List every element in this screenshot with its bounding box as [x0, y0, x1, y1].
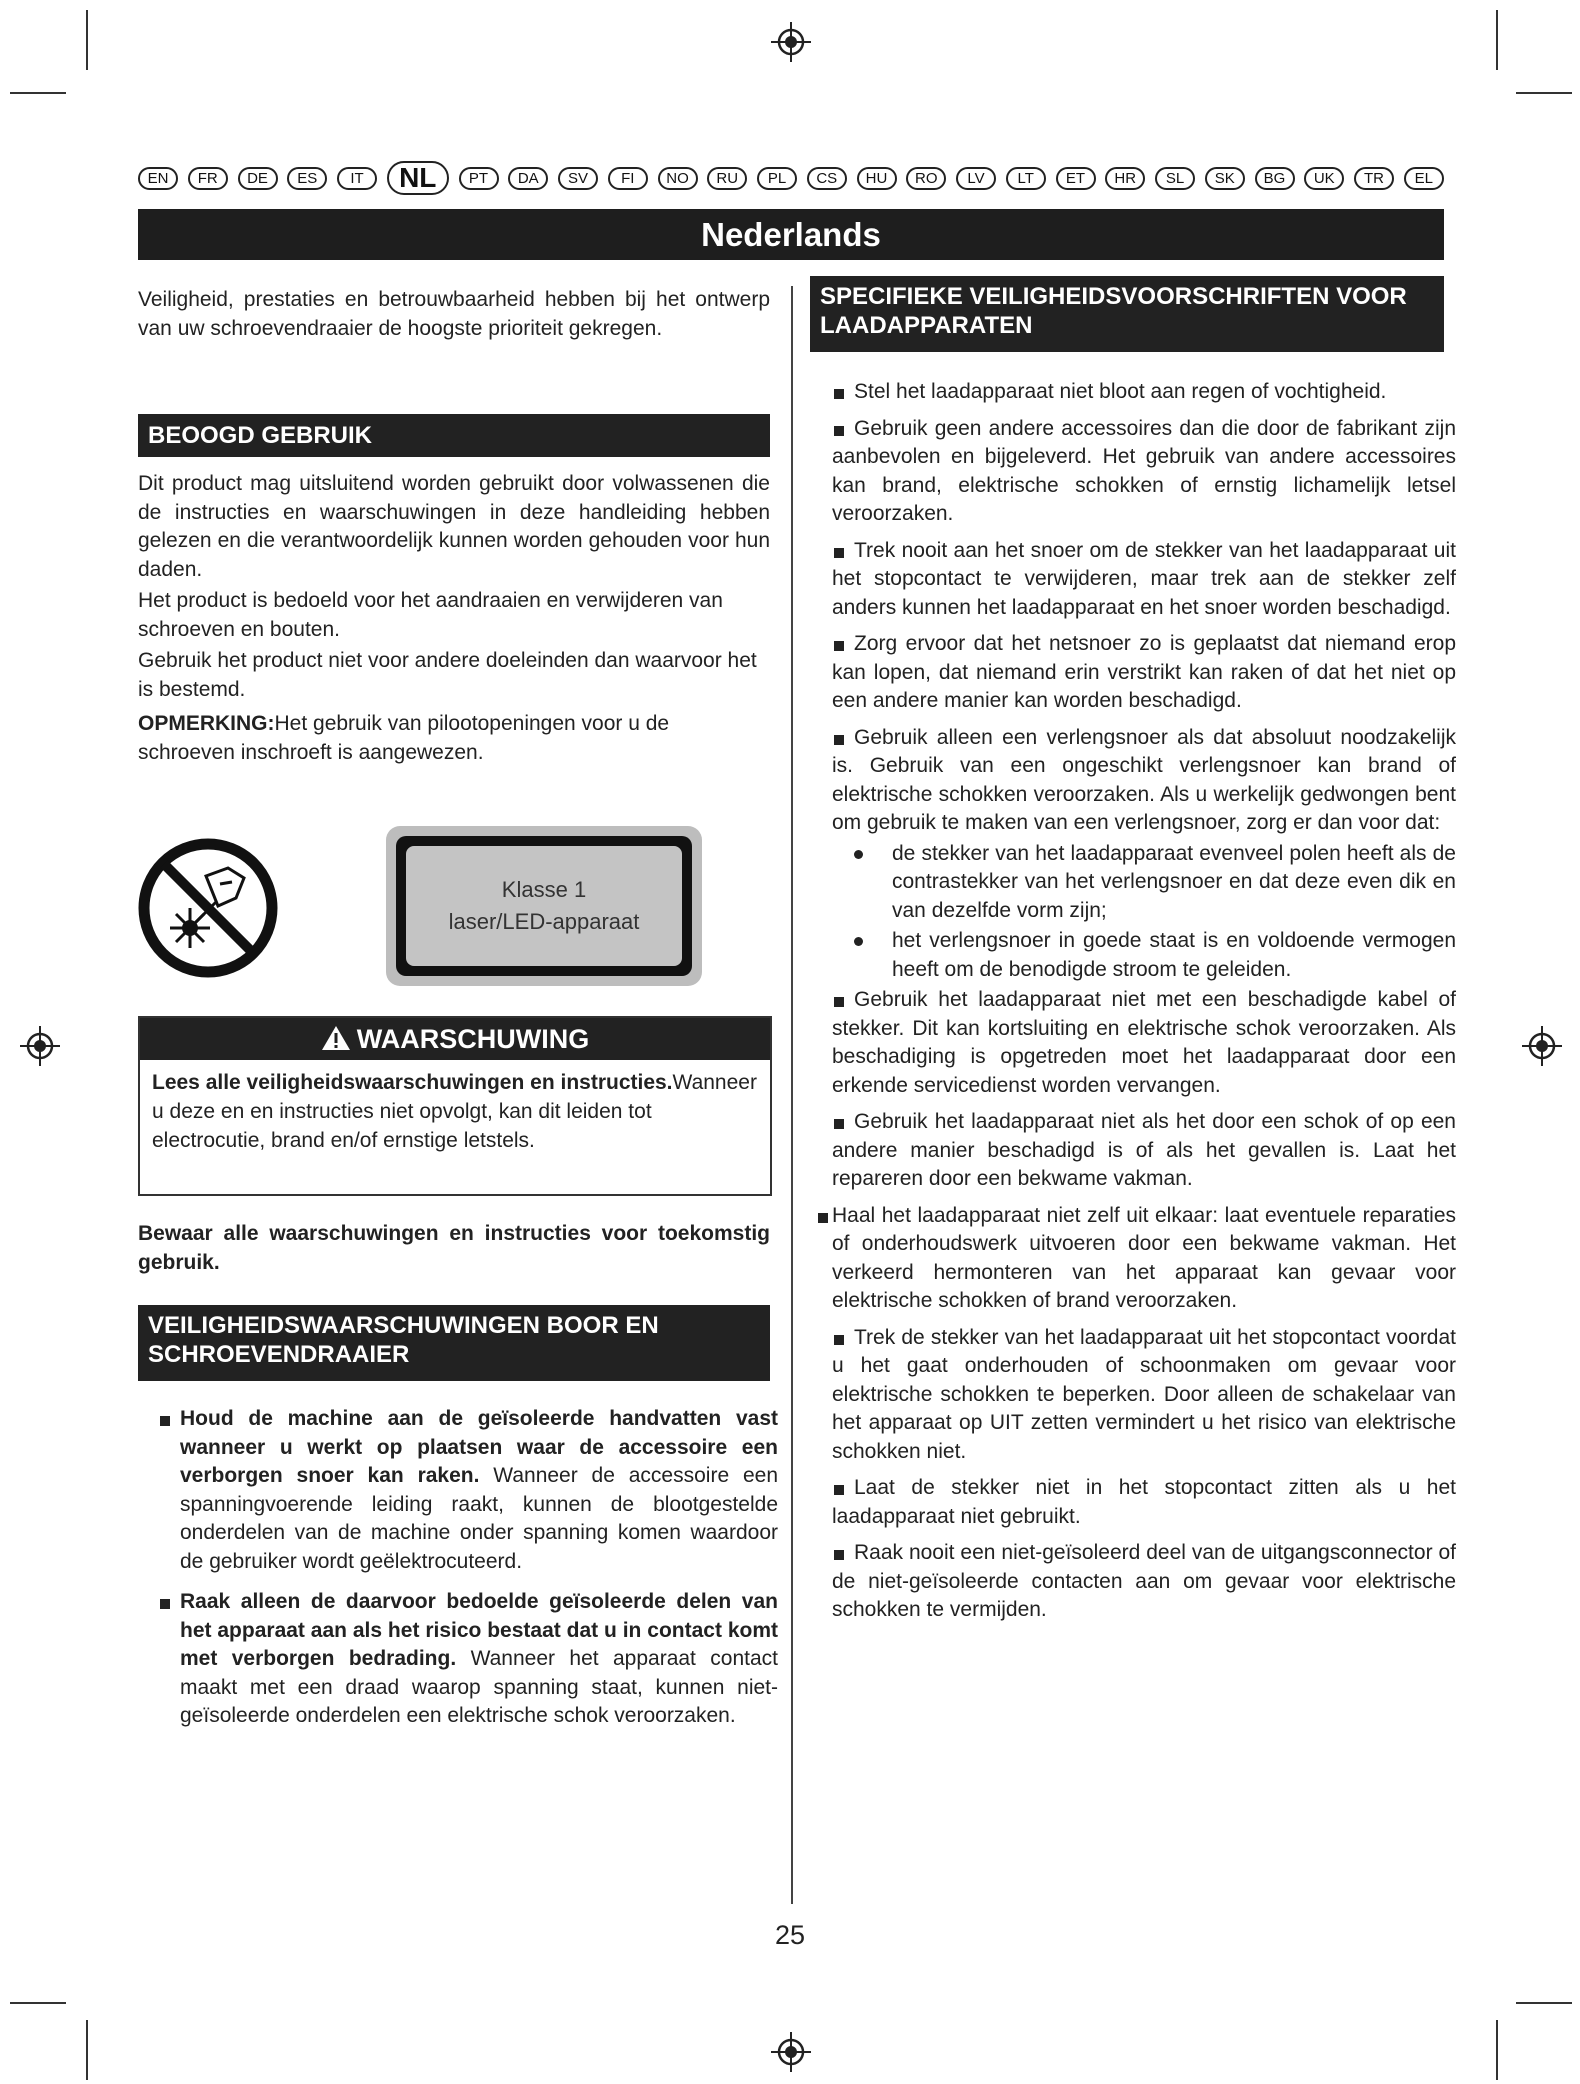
sub-list-item	[852, 840, 1456, 926]
sub-list-item	[852, 927, 1456, 984]
bullet-square-icon	[818, 1213, 828, 1223]
list-item	[832, 537, 1456, 623]
drill-item-text: Wanneer de accessoire een spanningvoerende leiding raakt, kunnen de blootgestelde onderdelen van de machine onder spanning komen waardoor de gebruiker wordt geëlektrocuteerd.	[180, 1464, 778, 1573]
sub-item-text: het verlengsnoer in goede staat is en voldoende vermogen heeft om de benodigde stroom te geleiden.	[892, 929, 1456, 981]
registration-mark-icon	[1520, 1024, 1564, 1068]
intended-use-p1: Dit product mag uitsluitend worden gebruikt door volwassenen die de instructies en waarschuwingen in deze handleiding hebben gelezen en die verantwoordelijk kunnen worden gehouden voor hun daden.	[138, 472, 770, 581]
language-tab-lt: LT	[1006, 167, 1046, 190]
laser-class-label	[386, 826, 702, 986]
language-tab-lv: LV	[956, 167, 996, 190]
intended-use-body	[138, 470, 770, 767]
list-item	[832, 630, 1456, 716]
intended-use-note	[138, 710, 770, 767]
crop-mark	[86, 10, 88, 70]
page-title: Nederlands	[138, 209, 1444, 260]
registration-mark-icon	[18, 1024, 62, 1068]
charger-item-text: Gebruik alleen een verlengsnoer als dat absoluut noodzakelijk is. Gebruik van een ongeschikt verlengsnoer kan brand of elektrische schokken veroorzaken. Als u werkelijk gedwongen bent om gebruik te maken van een verlengsnoer, zorg er dan voor dat:	[832, 725, 1456, 834]
language-tab-sv: SV	[558, 167, 598, 190]
note-label: OPMERKING:	[138, 712, 275, 735]
language-tab-pt: PT	[459, 167, 499, 190]
list-item	[158, 1588, 778, 1731]
crop-mark	[1516, 92, 1572, 94]
list-item	[832, 378, 1456, 407]
list-item	[832, 1474, 1456, 1531]
crop-mark	[1496, 10, 1498, 70]
intended-use-p3: Gebruik het product niet voor andere doeleinden dan waarvoor het is bestemd.	[138, 649, 757, 701]
bullet-dot-icon	[854, 937, 863, 946]
language-tab-nl: NL	[387, 161, 449, 195]
page-number: 25	[774, 1920, 806, 1950]
charger-item-text: Zorg ervoor dat het netsnoer zo is geplaatst dat niemand erop kan lopen, dat niemand erin verstrikt kan raken of dat het niet op een andere manier kan worden beschadigd.	[832, 632, 1456, 712]
bullet-square-icon	[834, 1119, 844, 1129]
list-item	[832, 1108, 1456, 1194]
charger-item-text: Gebruik het laadapparaat niet als het door een schok of op een andere manier beschadigd is of als het gevallen is. Laat het repareren door een bekwame vakman.	[832, 1110, 1456, 1190]
keep-instructions: Bewaar alle waarschuwingen en instructies voor toekomstig gebruik.	[138, 1222, 770, 1274]
laser-label-line2: laser/LED-apparaat	[448, 909, 640, 934]
laser-label-line1: Klasse 1	[501, 877, 587, 902]
do-not-stare-laser-icon	[136, 836, 280, 980]
crop-mark	[1496, 2020, 1498, 2080]
bullet-square-icon	[834, 389, 844, 399]
language-tab-en: EN	[138, 167, 178, 190]
charger-item-text: Laat de stekker niet in het stopcontact zitten als u het laadapparaat niet gebruikt.	[832, 1476, 1456, 1528]
list-item	[832, 1539, 1456, 1625]
language-tab-hu: HU	[857, 167, 897, 190]
language-tab-it: IT	[337, 167, 377, 190]
warning-box	[138, 1016, 772, 1196]
list-item	[832, 1324, 1456, 1467]
language-tab-de: DE	[238, 167, 278, 190]
list-item	[832, 1202, 1456, 1316]
language-tab-uk: UK	[1304, 167, 1344, 190]
language-tab-ru: RU	[707, 167, 747, 190]
laser-label-face	[406, 846, 682, 966]
language-tab-tr: TR	[1354, 167, 1394, 190]
bullet-square-icon	[834, 997, 844, 1007]
bullet-square-icon	[834, 735, 844, 745]
language-tab-hr: HR	[1105, 167, 1145, 190]
crop-mark	[1516, 2002, 1572, 2004]
bullet-square-icon	[834, 641, 844, 651]
drill-item-bold: Raak alleen de daarvoor bedoelde geïsoleerde delen van het apparaat aan als het risico bestaat dat u in contact komt met verborgen bedrading.	[180, 1590, 778, 1670]
warning-bold-text: Lees alle veiligheidswaarschuwingen en instructies.	[152, 1071, 673, 1094]
language-tab-pl: PL	[757, 167, 797, 190]
warning-text	[140, 1060, 770, 1163]
column-divider	[791, 286, 793, 1904]
language-tab-et: ET	[1056, 167, 1096, 190]
language-tab-es: ES	[287, 167, 327, 190]
warning-heading	[140, 1018, 770, 1060]
warning-body-text: Wanneer u deze en en instructies niet opvolgt, kan dit leiden tot electrocutie, brand en/of ernstige letstels.	[152, 1071, 757, 1152]
drill-item-text: Wanneer het apparaat contact maakt met een draad waarop spanning staat, kunnen niet-geïsoleerde onderdelen een elektrische schok veroorzaken.	[180, 1647, 778, 1727]
language-tab-no: NO	[658, 167, 698, 190]
registration-mark-icon	[769, 2030, 813, 2074]
crop-mark	[10, 92, 66, 94]
bullet-square-icon	[834, 1335, 844, 1345]
intro-paragraph: Veiligheid, prestaties en betrouwbaarheid hebben bij het ontwerp van uw schroevendraaier de hoogste prioriteit gekregen.	[138, 288, 770, 340]
crop-mark	[10, 2002, 66, 2004]
sub-item-text: de stekker van het laadapparaat evenveel polen heeft als de contrastekker van het verlengsnoer en dat deze even dik en van dezelfde vorm zijn;	[892, 841, 1456, 922]
drill-section-heading: VEILIGHEIDSWAARSCHUWINGEN BOOR EN SCHROEVENDRAAIER	[138, 1305, 770, 1381]
list-item	[832, 415, 1456, 529]
bullet-square-icon	[834, 426, 844, 436]
bullet-square-icon	[834, 548, 844, 558]
language-tab-da: DA	[508, 167, 548, 190]
language-tab-sl: SL	[1155, 167, 1195, 190]
language-tab-fr: FR	[188, 167, 228, 190]
language-tabs	[138, 160, 1444, 196]
list-item	[158, 1405, 778, 1576]
bullet-square-icon	[160, 1599, 170, 1609]
drill-warning-list	[158, 1405, 778, 1739]
language-tab-ro: RO	[906, 167, 946, 190]
charger-item-text: Trek de stekker van het laadapparaat uit het stopcontact voordat u het gaat onderhouden of schoonmaken om gevaar voor elektrische schokken te beperken. Door alleen de schakelaar van het apparaat op UIT zetten vermindert u het risico van elektrische schokken niet.	[832, 1325, 1456, 1463]
crop-mark	[86, 2020, 88, 2080]
language-tab-bg: BG	[1255, 167, 1295, 190]
intended-use-heading: BEOOGD GEBRUIK	[138, 414, 770, 457]
warning-triangle-icon	[321, 1025, 351, 1051]
list-item	[832, 724, 1456, 985]
charger-item-text: Stel het laadapparaat niet bloot aan regen of vochtigheid.	[854, 380, 1387, 403]
language-tab-fi: FI	[608, 167, 648, 190]
bullet-square-icon	[160, 1416, 170, 1426]
warning-heading-text: WAARSCHUWING	[356, 1024, 590, 1054]
list-item	[832, 986, 1456, 1100]
bullet-square-icon	[834, 1550, 844, 1560]
charger-item-text: Haal het laadapparaat niet zelf uit elkaar: laat eventuele reparaties of onderhoudswerk uitvoeren door een bekwame vakman. Het verkeerd hermonteren van het apparaat kan gevaar voor elektrische schokken of brand veroorzaken.	[832, 1203, 1456, 1312]
language-tab-cs: CS	[807, 167, 847, 190]
bullet-square-icon	[834, 1485, 844, 1495]
extension-cord-sublist	[852, 840, 1456, 985]
bullet-dot-icon	[854, 850, 863, 859]
charger-warning-list	[832, 378, 1456, 1633]
charger-section-heading: SPECIFIEKE VEILIGHEIDSVOORSCHRIFTEN VOOR LAADAPPARATEN	[810, 276, 1444, 352]
language-tab-sk: SK	[1205, 167, 1245, 190]
charger-item-text: Gebruik geen andere accessoires dan die door de fabrikant zijn aanbevolen en bijgeleverd. Het gebruik van andere accessoires kan brand, elektrische schokken of ernstig lichamelijk letsel veroorzaken.	[832, 416, 1456, 525]
charger-item-text: Gebruik het laadapparaat niet met een beschadigde kabel of stekker. Dit kan kortsluiting en elektrische schok veroorzaken. Als beschadiging is opgetreden moet het laadapparaat door een erkende servicedienst worden vervangen.	[832, 988, 1456, 1097]
laser-label-frame	[396, 836, 692, 976]
registration-mark-icon	[769, 20, 813, 64]
intended-use-p2: Het product is bedoeld voor het aandraaien en verwijderen van schroeven en bouten.	[138, 589, 723, 641]
charger-item-text: Trek nooit aan het snoer om de stekker van het laadapparaat uit het stopcontact te verwijderen, maar trek aan de stekker zelf anders kunnen het laadapparaat en het snoer worden beschadigd.	[832, 538, 1456, 619]
language-tab-el: EL	[1404, 167, 1444, 190]
note-text: Het gebruik van pilootopeningen voor u de schroeven inschroeft is aangewezen.	[138, 712, 670, 764]
drill-item-bold: Houd de machine aan de geïsoleerde handvatten vast wanneer u werkt op plaatsen waar de accessoire een verborgen snoer kan raken.	[180, 1407, 778, 1487]
charger-item-text: Raak nooit een niet-geïsoleerd deel van de uitgangsconnector of de niet-geïsoleerde contacten aan om gevaar voor elektrische schokken te vermijden.	[832, 1541, 1456, 1621]
